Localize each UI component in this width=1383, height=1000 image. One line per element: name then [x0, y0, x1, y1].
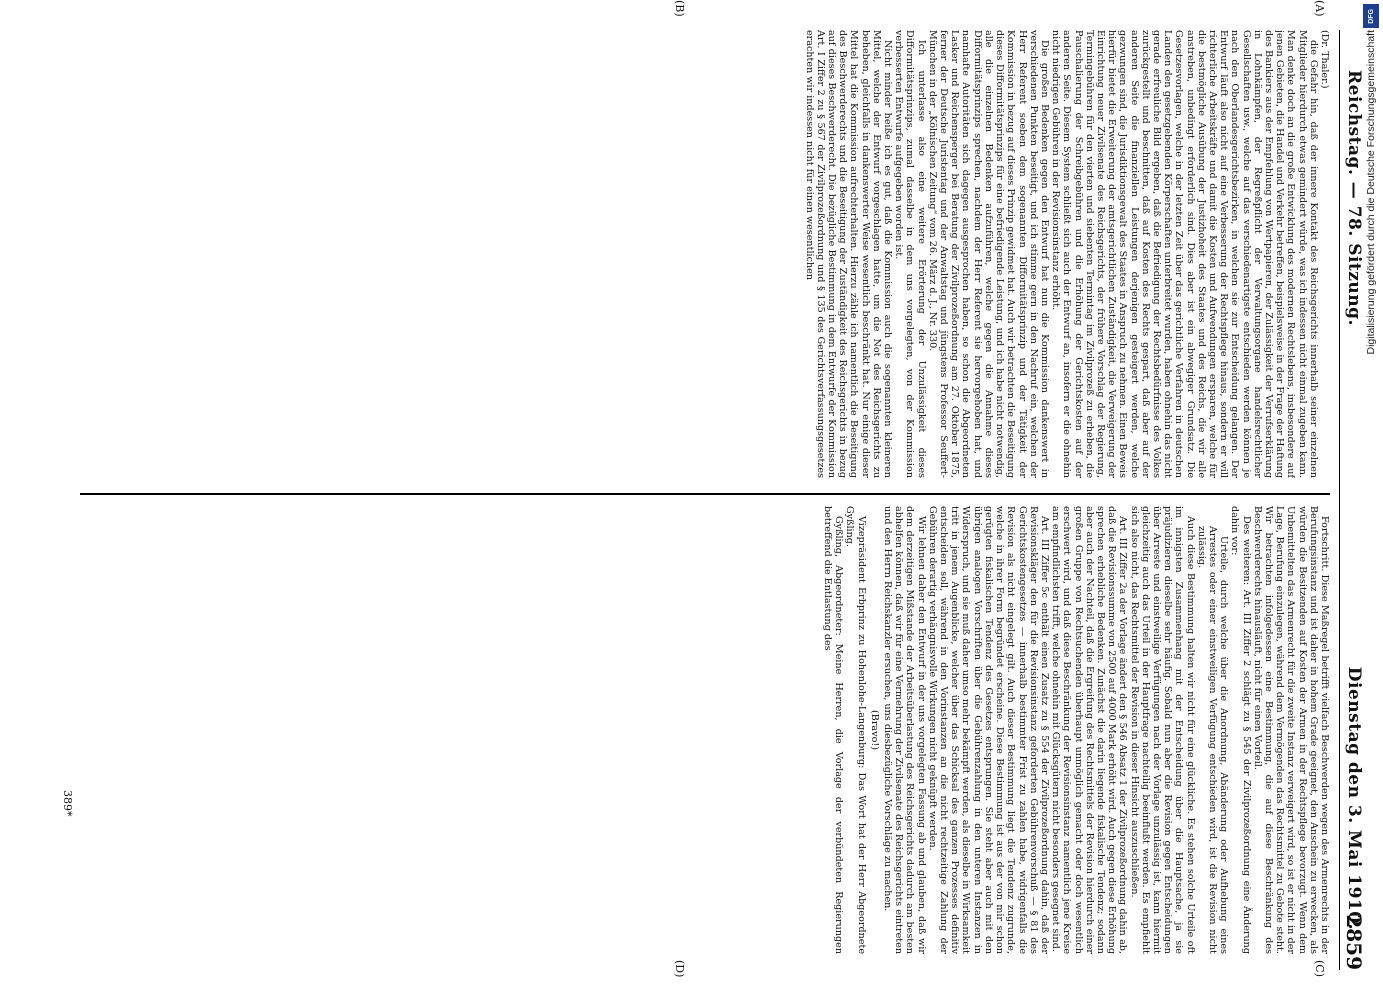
rotated-page — [36, 0, 1366, 978]
margin-marker-c: (C) — [1313, 960, 1326, 977]
margin-marker-b: (B) — [673, 0, 686, 17]
left-paragraph: Die großen Bedenken gegen den Entwurf hat nun die Kommission dankenswert in verschiedenen Punkten beseitigt, und ich stimme gern in den Nachruf ein, welchen der Herr Referent soeben dem sogenannten Difformitätsprinzip und der Tätigkeit der Kommission in bezug auf dieses Prinzip gewidmet hat. Auch wir betrachten die Beseitigung dieses Difformitätsprinzips für eine befriedigende Leistung, und ich habe nicht notwendig, alle die einzelnen Bedenken aufzuführen, welche gegen die Annahme dieses Difformitätsprinzips sprechen, nachdem der Herr Referent sie hervorgehoben hat, und namhafte Autoritäten sich dagegen ausgesprochen haben, so schon die Abgeordneten Lasker und Reichensperger bei Beratung der Zivilprozeßordnung am 27. Oktober 1875, ferner der Deutsche Juristentag und der Anwaltstag und jüngstens Professor Seuffert-München in der „Kölnischen Zeitung“ vom 26. März d. J., Nr. 330. — [926, 30, 1050, 478]
left-paragraph: die Gefahr hin, daß der innere Kontakt des Reichsgerichts innerhalb seiner einzelnen Mitglieder hierdurch etwas gemindert würde, was ich indessen nicht einmal zugeben kann. Man denke doch an die große Entwicklung des modernen Rechtslebens, insbesondere auf jenen Gebieten, die Handel und Verkehr betreffen, beispielsweise in der Frage der Haftung des Bankiers aus der Empfehlung von Wertpapieren, der Zulässigkeit der Verrufserklärung in Lohnkämpfen, der Regreßpflicht der Verwaltungsorgane handelsrechtlicher Gesellschaften usw., welche auf das verschiedenartigste entschieden werden können je nach den Oberlandesgerichtsbezirken, in welchen sie zur Entscheidung gelangen. Der Entwurf läuft also nicht auf eine Verbesserung der Rechtspflege hinaus, sondern er will richterliche Arbeitskräfte und damit die Kosten und Aufwendungen ersparen, welche für die bestmögliche Ausübung der Justizhoheit des Staates und des Reichs, die wir alle anstreben, unbedingt erforderlich sind. Dies aber ist ein abwegiger Grundsatz. Die Gesetzesvorlagen, welche in der letzten Zeit über das gerichtliche Verfahren in deutschen Landen den gesetzgebenden Körperschaften unterbreitet wurden, haben ohnehin das nicht gerade erfreuliche Bild ergeben, daß die Befriedigung der Rechtsbedürfnisse des Volkes zurückgestellt und beschnitten, daß auf Kosten des Rechts gespart, daß aber auf der anderen Seite die finanziellen Leistungen derjenigen gesteigert werden, welche gezwungen sind, die Jurisdiktionsgewalt des Staates in Anspruch zu nehmen. Einen Beweis hierfür bietet die Erweiterung der amtsgerichtlichen Zuständigkeit, die Verweigerung der Einrichtung neuer Zivilsenate des Reichsgerichts, der frühere Vorschlag der Regierung, Termingebühren für den vierten und siebenten Termintag im Zivilprozeß zu erheben, die Pauschalierung der Schreibgebühren und die Erhöhung der Gerichtskosten auf der anderen Seite. Diesem System schließt sich auch der Entwurf an, insofern er die ohnehin nicht niedrigen Gebühren in der Revisionsinstanz erhöht. — [1050, 30, 1319, 478]
left-column — [80, 30, 1330, 478]
header-date: Dienstag den 3. Mai 1910. — [1344, 666, 1364, 930]
left-paragraph: Nicht minder heiße ich es gut, daß die Kommission auch die sogenannten kleineren Mittel, welche der Entwurf vorgeschlagen hatte, um die Not des Reichsgerichts zu beheben, gleichfalls in dankenswerter Weise wesentlich beschränkt hat. Nur einige dieser Mittel hat die Kommission aufrechterhalten. Hierzu zähle ich namentlich die Beseitigung des Beschwerderechts und die Beseitigung der Zuständigkeit des Reichsgerichts in bezug auf dieses Beschwerderecht. Die bezügliche Bestimmung in dem Entwurfe der Kommission Art. I Ziffer 2 zu § 567 der Zivilprozeßordnung und § 135 des Gerichtsverfassungsgesetzes erachten wir indessen nicht für einen wesentlichen — [803, 30, 894, 478]
right-paragraph: Wir lehnen daher den Entwurf in der uns vorgelegten Fassung ab und glauben, daß wir dem derzeitigen Mißstande der Arbeitsüberlastung des Reichsgerichts dadurch am besten abhelfen können, daß wir für eine Vermehrung der Zivilsenate des Reichsgerichts eintreten und den Herrn Reichskanzler ersuchen, uns diesbezügliche Vorschläge zu machen. — [882, 506, 927, 954]
page-number: 2859 — [1342, 914, 1366, 970]
right-paragraph: Art. III Ziffer 5c enthält einen Zusatz zu § 554 der Zivilprozeßordnung dahin, daß der Revisionskläger den für die Revisionsinstanz geforderten Gebührenvorschuß — § 81 des Gerichtskostengesetzes — innerhalb bestimmter Frist zu zahlen habe, widrigenfalls die Revision als nicht eingelegt gilt. Auch dieser Bestimmung liegt die Tendenz zugrunde, welche in ihrer Form begründet erscheine. Diese Bestimmung ist aus der von mir schon gerügten fiskalischen Tendenz des Gesetzes entsprungen. Sie steht aber auch mit den übrigen analogen Vorschriften über die Gebührenzahlung in den unteren Instanzen in Widerspruch, und sie muß daher umso mehr bekämpft werden, als dieselbe in Wirksamkeit tritt in jenem Augenblicke, welcher über das Schicksal des ganzen Prozesses definitiv entscheiden soll, während in den Vorinstanzen an die nicht rechtzeitige Zahlung der Gebühren derartig verhängnisvolle Wirkungen nicht geknüpft werden. — [926, 506, 1050, 954]
right-paragraph: Art. III Ziffer 2a der Vorlage ändert den § 546 Absatz 1 der Zivilprozeßordnung dahin ab, daß die Revisionssumme von 2500 auf 4000 Mark erhöht wird. Auch gegen diese Erhöhung sprechen erhebliche Bedenken. Zunächst die darin liegende fiskalische Tendenz; sodann aber auch der Nachteil, daß die Ergreifung des Rechtsmittels der Revision hierdurch einer großen Gruppe von Rechtsuchenden überhaupt unmöglich gemacht oder doch wesentlich erschwert wird, und daß diese Beschränkung der Revisionsinstanz namentlich jene Kreise am empfindlichsten trifft, welche ohnehin mit Glücksgütern nicht besonders gesegnet sind. — [1050, 506, 1129, 954]
right-paragraph: Des weiteren: Art. III Ziffer 2 schlägt zu § 545 der Zivilprozeßordnung eine Änderung dahin vor: — [1229, 506, 1252, 954]
dfg-logo-text: DFG — [1367, 8, 1375, 24]
margin-marker-a: (A) — [1313, 0, 1326, 17]
speaker-statement: Gyßling, Abgeordneter: Meine Herren, die Vorlage der verbündeten Regierungen betreffend die Entlastung des — [822, 506, 845, 954]
speaker-tag: (Dr. Thaler.) — [1319, 30, 1330, 89]
quoted-provision: Urteile, durch welche über die Anordnung, Abänderung oder Aufhebung eines Arrestes oder einer einstweiligen Verfügung entschieden wird, ist die Revision nicht zulässig. — [1195, 526, 1230, 954]
digitization-credit — [1365, 30, 1377, 750]
header-session: Reichstag. — 78. Sitzung. — [1344, 70, 1364, 326]
right-paragraph: Fortschritt. Diese Maßregel betrifft vielfach Beschwerden wegen des Armenrechts in der Berufungsinstanz und ist daher in hohem Grade geeignet, den Anschein zu erwecken, als würden die Besitzenden auf Kosten der Armen in der Rechtspflege bevorzugt. Wenn dem Unbemittelten das Armenrecht für die zweite Instanz verweigert wird, so ist er nicht in der Lage, Berufung einzulegen, während dem Vermögenden das Rechtsmittel zu Gebote steht. Wir betrachten infolgedessen eine Bestimmung, die auf diese Beschränkung des Beschwerderechts hinausläuft, nicht für einen Vorteil. — [1251, 506, 1330, 954]
margin-marker-d: (D) — [673, 960, 686, 978]
page-header — [1339, 30, 1366, 970]
signature-mark: 389* — [61, 790, 74, 817]
left-paragraph: Ich unterlasse also eine weitere Erörterung der Unzulässigkeit dieses Difformitätsprinzips, zumal dasselbe in dem uns vorgelegten, von der Kommission verbesserten Entwurfe aufgegeben worden ist. — [893, 30, 927, 478]
right-paragraph: Auch diese Bestimmung halten wir nicht für eine glückliche. Es stehen solche Urteile oft im innigsten Zusammenhang mit der Entscheidung über die Hauptsache, ja sie präjudizieren dieselbe sehr häufig. Sobald nun aber die Revision gegen Entscheidungen über Arreste und einstweilige Verfügungen nach der Vorlage unzulässig ist, kann hiermit gleichzeitig auch das Urteil in der Hauptfrage nachteilig beeinflußt werden. Es empfiehlt sich also nicht, das Rechtsmittel der Revision in dieser Hinsicht auszuschließen. — [1128, 506, 1196, 954]
applause-note: (Bravo!) — [868, 710, 880, 750]
vice-president-statement: Vizepräsident Erbprinz zu Hohenlohe-Langenburg: Das Wort hat der Herr Abgeordnete Gyßling. — [844, 506, 867, 954]
right-column — [80, 506, 1330, 954]
credit-text: Digitalisierung gefördert durch die Deutsche Forschungsgemeinschaft — [1365, 30, 1377, 355]
dfg-logo-icon — [1363, 4, 1379, 28]
column-divider — [80, 493, 1330, 495]
